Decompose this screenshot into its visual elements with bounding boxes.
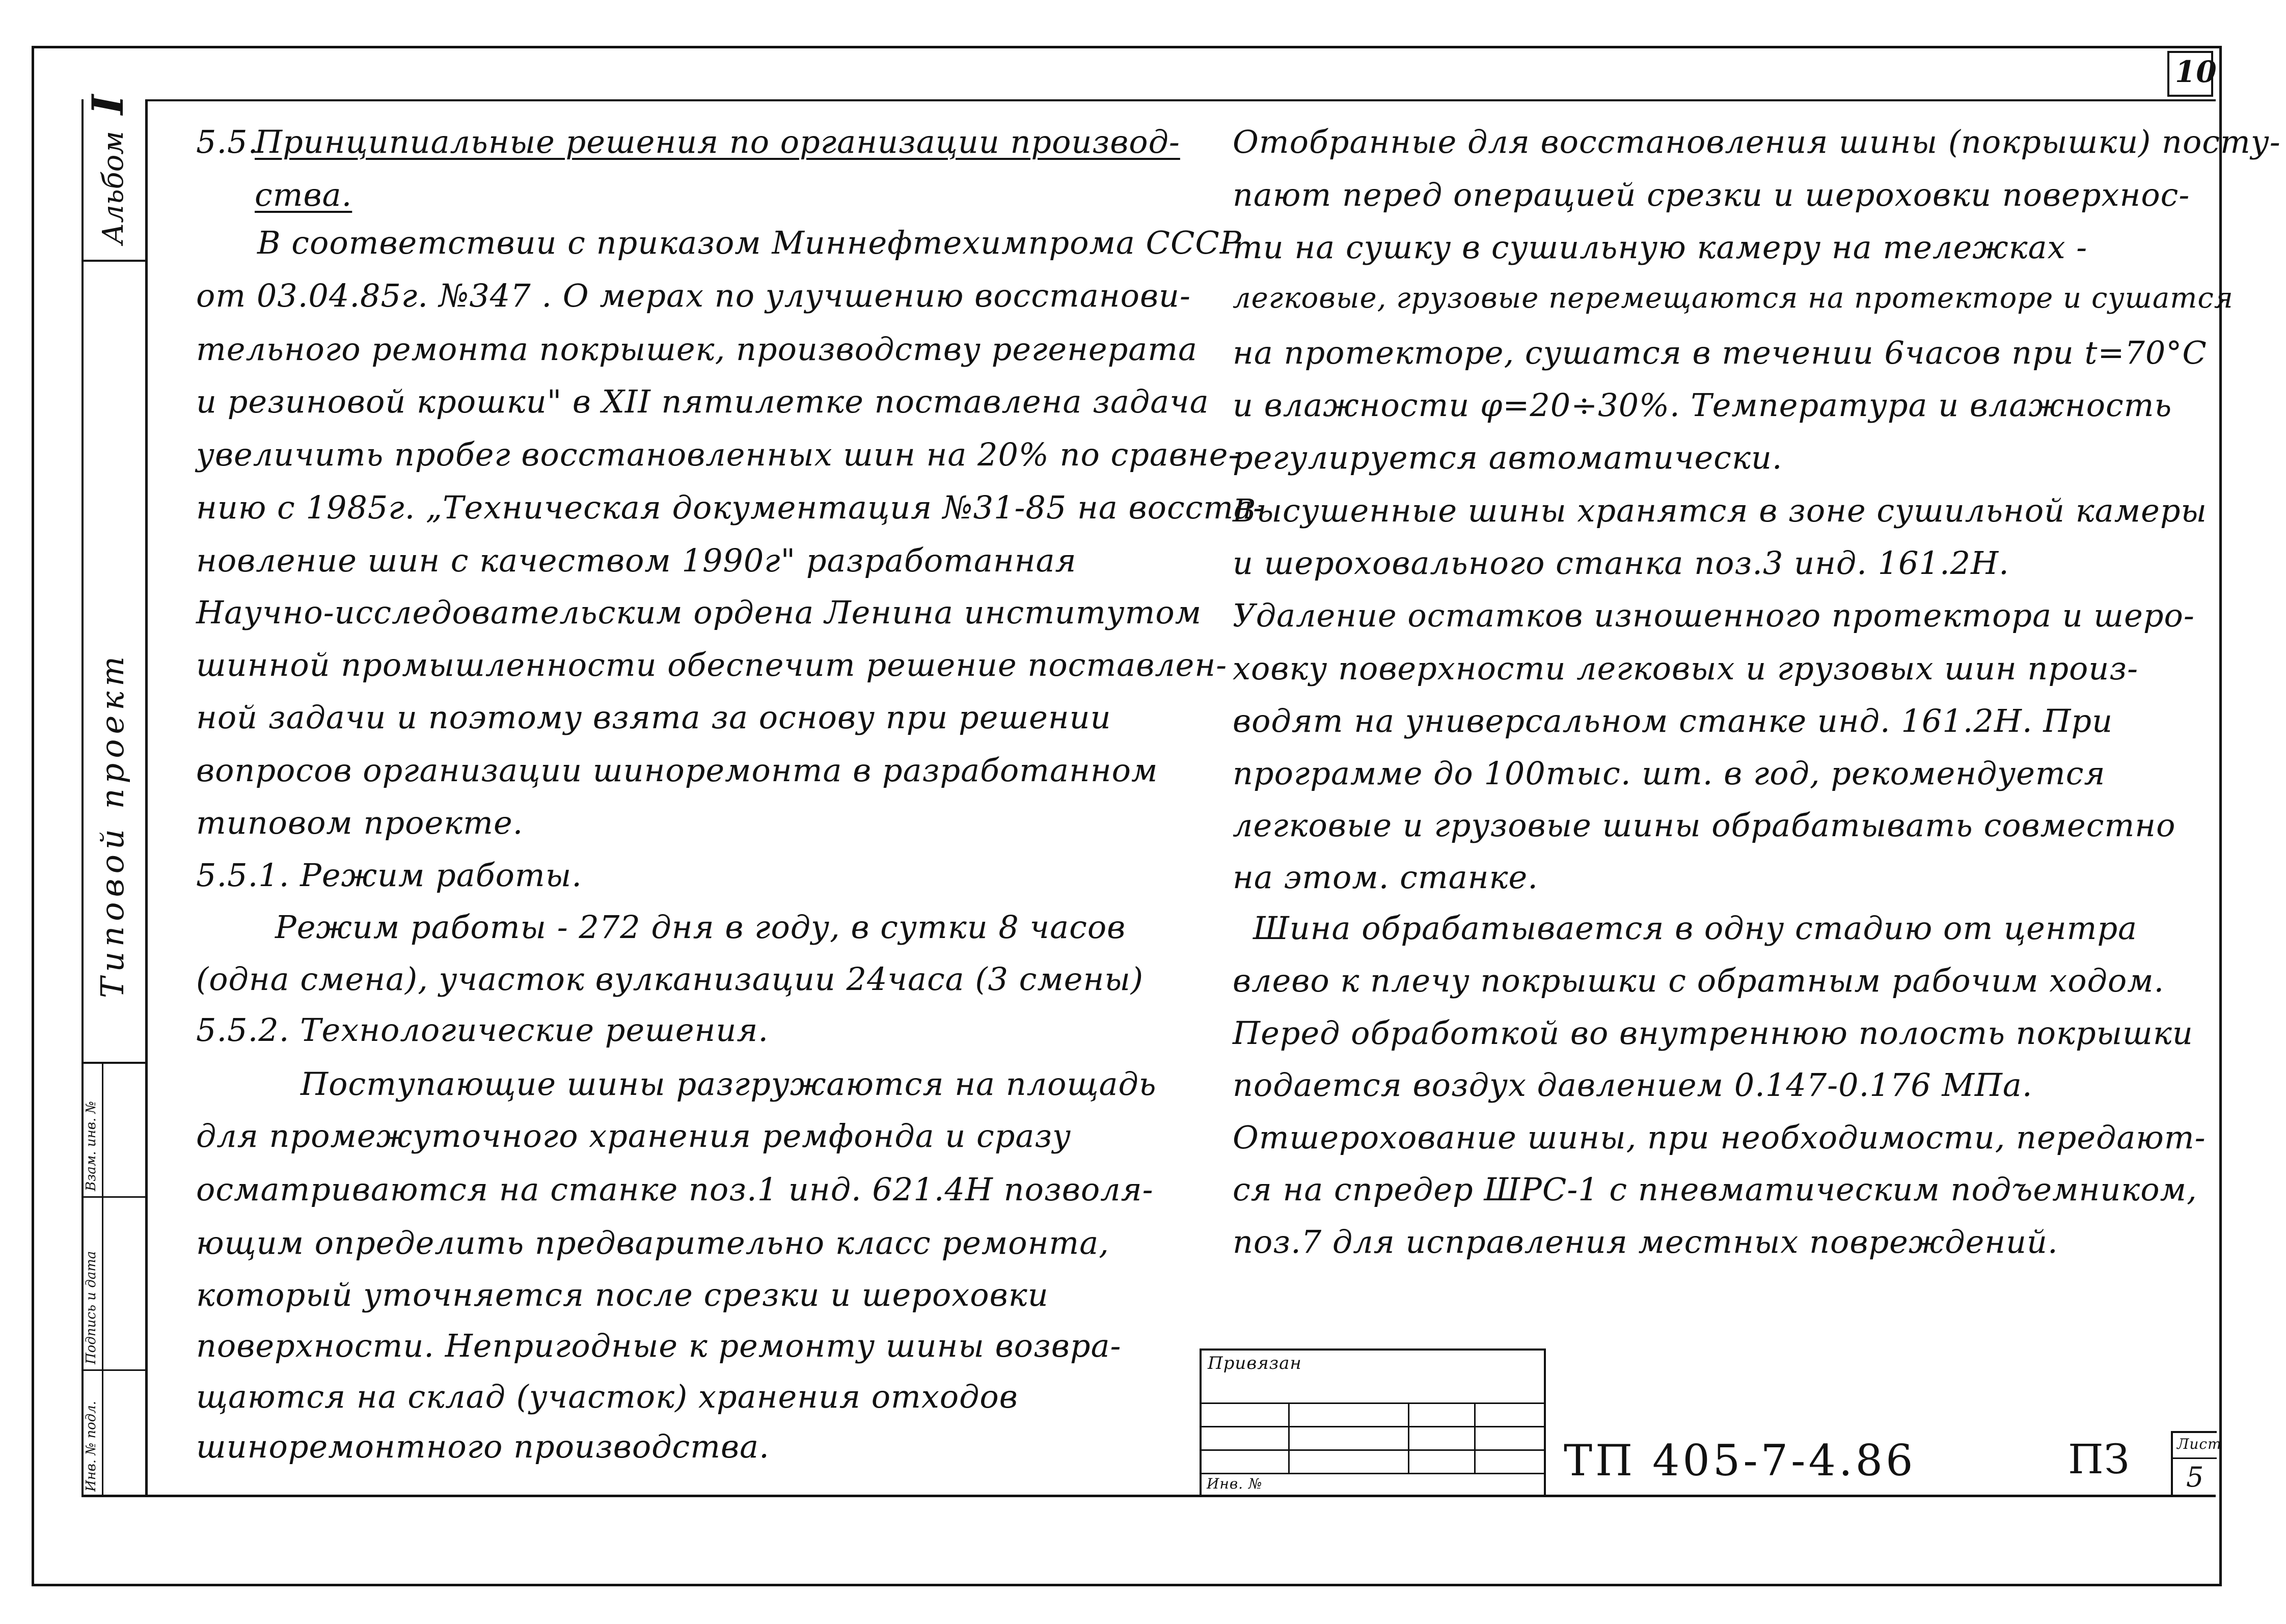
subsection-551: 5.5.1. Режим работы. [196,857,582,894]
stamp-cell-signature: Подпись и дата [84,1251,99,1364]
right-text-line-2: пают перед операцией срезки и шероховки поверхнос- [1233,176,2190,213]
left-text-line-9: шинной промышленности обеспечит решение поставлен- [196,646,1228,683]
document-code: ТП 405-7-4.86 [1564,1436,1916,1485]
left-text-line-24: шиноремонтного производства. [196,1428,770,1465]
sheet-label: Лист [2177,1436,2222,1452]
section-heading-line1: Принципиальные решения по организации производ- [255,123,1180,160]
stamp-cell-sep-1 [81,1196,147,1198]
subsection-552: 5.5.2. Технологические решения. [196,1011,769,1049]
left-text-line-21: который уточняется после срезки и шероховки [196,1276,1049,1313]
right-text-line-3: ти на сушку в сушильную камеру на тележках - [1233,229,2088,266]
left-text-line-4: и резиновой крошки" в XII пятилетке поставлена задача [196,383,1209,420]
right-text-line-17: влево к плечу покрышки с обратным рабочим ходом. [1233,962,2165,999]
page-number: 10 [2175,54,2217,89]
frame-top [32,46,2222,48]
album-label [83,95,133,244]
attachment-box [1200,1348,1546,1497]
sheet-box-divider [2173,1457,2217,1459]
frame-right [2219,46,2222,1586]
inv-label: Инв. № [1207,1475,1263,1492]
stamp-cell-inv-orig: Инв. № подл. [84,1400,99,1492]
section-number: 5.5. [196,123,259,160]
inner-frame-top [148,99,2216,101]
sheet-number: 5 [2186,1461,2205,1493]
right-text-line-18: Перед обработкой во внутреннюю полость покрышки [1233,1014,2193,1052]
right-text-line-14: легковые и грузовые шины обрабатывать совместно [1233,807,2176,844]
right-text-line-22: поз.7 для исправления местных повреждений. [1233,1223,2058,1260]
right-text-line-4: легковые, грузовые перемещаются на протекторе и сушатся [1233,282,2234,315]
right-text-line-1: Отобранные для восстановления шины (покрышки) посту- [1233,123,2281,160]
right-text-line-11: ховку поверхности легковых и грузовых шин произ- [1233,650,2139,687]
stamp-cell-sep-2 [81,1369,147,1371]
left-text-line-7: новление шин с качеством 1990г" разработанная [196,542,1077,579]
right-text-line-10: Удаление остатков изношенного протектора и шеро- [1233,597,2195,634]
right-text-line-19: подается воздух давлением 0.147-0.176 МПа. [1233,1066,2033,1104]
project-type-label: Типовой проект [94,651,131,998]
right-text-line-9: и шероховального станка поз.3 инд. 161.2Н. [1233,544,2009,582]
album-number: I [83,95,133,115]
attach-row-2 [1202,1426,1544,1427]
frame-bottom [32,1584,2222,1586]
inner-frame-bottom [81,1495,2216,1497]
attach-row-4 [1202,1473,1544,1474]
left-text-line-1: В соответствии с приказом Миннефтехимпрома СССР [257,224,1242,261]
album-label-text: Альбом [97,131,130,244]
left-text-line-20: ющим определить предварительно класс ремонта, [196,1224,1109,1261]
left-text-line-17: Поступающие шины разгружаются на площадь [301,1065,1157,1103]
attached-label: Привязан [1208,1353,1302,1373]
left-text-line-6: нию с 1985г. „Техническая документация №31-85 на восста- [196,489,1265,526]
right-text-line-13: программе до 100тыс. шт. в год, рекомендуется [1233,755,2106,792]
stamp-strip-divider [102,1064,103,1497]
left-text-line-5: увеличить пробег восстановленных шин на 20% по сравне- [196,436,1240,473]
section-heading-line2: ства. [255,176,352,213]
right-text-line-6: и влажности φ=20÷30%. Температура и влажность [1233,387,2172,424]
left-text-line-19: осматриваются на станке поз.1 инд. 621.4Н позволя- [196,1171,1154,1208]
right-text-line-16: Шина обрабатывается в одну стадию от центра [1253,910,2138,947]
stamp-cell-replaced-inv: Взам. инв. № [84,1100,99,1191]
right-text-line-8: Высушенные шины хранятся в зоне сушильной камеры [1233,492,2208,529]
left-text-line-2: от 03.04.85г. №347 . О мерах по улучшению восстанови- [196,277,1191,314]
right-text-line-20: Отшерохование шины, при необходимости, передают- [1233,1119,2206,1156]
left-text-line-14: Режим работы - 272 дня в году, в сутки 8 часов [275,909,1126,946]
right-text-line-12: водят на универсальном станке инд. 161.2Н. При [1233,702,2113,739]
left-text-line-11: вопросов организации шиноремонта в разработанном [196,752,1158,789]
right-text-line-15: на этом. станке. [1233,859,1538,896]
attach-col-1 [1288,1402,1290,1473]
right-text-line-7: регулируется автоматически. [1233,439,1783,476]
right-text-line-21: ся на спредер ШРС-1 с пневматическим подъемником, [1233,1171,2197,1208]
left-text-line-3: тельного ремонта покрышек, производству регенерата [196,331,1198,368]
album-box-bottom [81,260,147,262]
sheet-number-box [2171,1431,2222,1496]
document-section: ПЗ [2068,1436,2130,1483]
left-text-line-12: типовом проекте. [196,804,524,841]
attach-row-1 [1202,1402,1544,1404]
left-text-line-15: (одна смена), участок вулканизации 24часа (3 смены) [196,960,1144,998]
right-text-line-5: на протекторе, сушатся в течении 6часов при t=70°С [1233,334,2207,371]
frame-left [32,46,34,1586]
left-text-line-8: Научно-исследовательским ордена Ленина институтом [196,594,1202,631]
stamp-strip [81,1062,147,1495]
left-text-line-22: поверхности. Непригодные к ремонту шины возвра- [196,1327,1122,1364]
attach-row-3 [1202,1449,1544,1451]
attach-col-2 [1408,1402,1409,1473]
left-text-line-23: щаются на склад (участок) хранения отходов [196,1378,1018,1415]
left-text-line-18: для промежуточного хранения ремфонда и сразу [196,1117,1072,1154]
left-text-line-10: ной задачи и поэтому взята за основу при решении [196,699,1111,736]
attach-col-3 [1474,1402,1476,1473]
